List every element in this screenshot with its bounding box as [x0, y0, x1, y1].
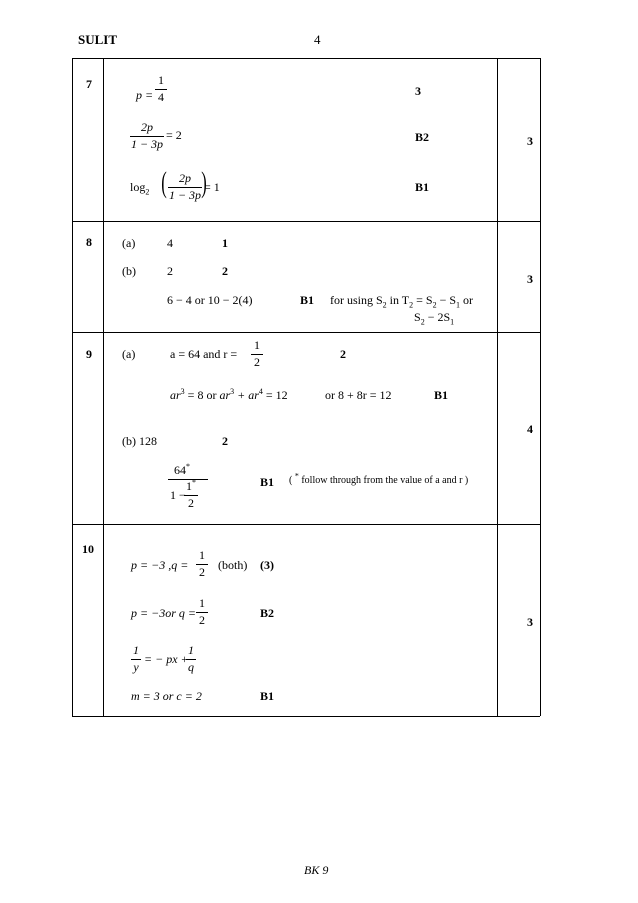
q9-a-label: (a) — [122, 347, 136, 361]
q10-line2-pre: p = −3or q = — [131, 606, 196, 620]
q8-note-line2 — [414, 310, 455, 327]
row-divider-7-8 — [72, 221, 540, 222]
subscript: 1 — [456, 300, 461, 310]
q10-line2-fraction — [196, 597, 208, 628]
note-text: in T — [386, 293, 410, 307]
note-text: or — [460, 293, 474, 307]
q8-working: 6 − 4 or 10 − 2(4) — [167, 293, 253, 307]
q9-total-marks: 4 — [527, 422, 533, 436]
q9-sum-inner-fraction — [184, 480, 198, 511]
superscript: 3 — [230, 387, 235, 396]
subscript: 2 — [432, 300, 437, 310]
q9-sum-mark: B1 — [260, 475, 275, 489]
note-text: S — [414, 310, 421, 324]
q9-working-alt: or 8 + 8r = 12 — [325, 388, 392, 402]
q8-a-label: (a) — [122, 236, 136, 250]
q9-a-fraction — [251, 339, 263, 370]
q10-line1-pre: p = −3 ,q = — [131, 558, 189, 572]
numerator: 1 — [199, 548, 205, 562]
note-text: follow through from the value of a and r ) — [298, 475, 469, 486]
numerator: 1 — [133, 643, 139, 657]
row-divider-8-9 — [72, 332, 540, 333]
q7-line1-lhs: p = — [136, 88, 154, 102]
number-column-divider — [103, 58, 104, 716]
denominator: 2 — [188, 495, 194, 510]
q8-working-mark: B1 — [300, 293, 315, 307]
superscript: 3 — [180, 387, 185, 396]
q10-line3-mid: = − px + — [144, 652, 189, 666]
q8-a-mark: 1 — [222, 236, 228, 250]
q8-total-marks: 3 — [527, 272, 533, 286]
note-text: for using S — [330, 293, 383, 307]
denominator: 1 − 3p — [130, 136, 164, 151]
note-text: − S — [436, 293, 457, 307]
numerator-text: 64 — [174, 463, 186, 477]
working-text: + ar — [234, 388, 259, 402]
table-left-border — [72, 58, 73, 716]
superscript: * — [192, 478, 196, 487]
superscript: 4 — [258, 387, 263, 396]
numerator: 1 — [188, 643, 194, 657]
q9-working-mark: B1 — [434, 388, 449, 402]
numerator: 2p — [179, 171, 191, 185]
working-text: ar — [219, 388, 231, 402]
q7-line3-log — [130, 180, 150, 197]
q7-line1-fraction — [155, 74, 167, 105]
q7-total-marks: 3 — [527, 134, 533, 148]
q9-b-label: (b) 128 — [122, 434, 157, 448]
q8-b-value: 2 — [167, 264, 173, 278]
page-number: 4 — [314, 32, 321, 47]
question-number: 8 — [86, 235, 92, 249]
denominator: 2 — [199, 612, 205, 627]
denominator: 2 — [199, 564, 205, 579]
numerator: 1 — [158, 73, 164, 87]
note-text: = S — [413, 293, 433, 307]
q8-a-value: 4 — [167, 236, 173, 250]
table-top-border — [72, 58, 540, 59]
denominator: 1 − 3p — [168, 187, 202, 202]
q8-note-line1 — [330, 293, 474, 310]
q7-line3-mark: B1 — [415, 180, 430, 194]
table-right-border — [540, 58, 541, 716]
question-number: 9 — [86, 347, 92, 361]
denominator: 4 — [158, 89, 164, 104]
q10-line4-mark: B1 — [260, 689, 275, 703]
subscript: 2 — [420, 317, 425, 327]
numerator — [184, 480, 198, 494]
q7-line2-fraction — [130, 121, 164, 152]
q10-line1-mark: (3) — [260, 558, 274, 572]
q9-working — [170, 389, 288, 401]
log-text: log — [130, 180, 146, 194]
note-text: ( — [289, 475, 295, 486]
working-text: = 12 — [262, 388, 288, 402]
q10-line3-fraction-1 — [131, 644, 141, 675]
q7-line1-mark: 3 — [415, 84, 421, 98]
q7-line3-rhs: = 1 — [204, 180, 220, 194]
subscript: 1 — [450, 317, 455, 327]
q10-line2-mark: B2 — [260, 606, 275, 620]
subscript: 2 — [409, 300, 414, 310]
numerator-text: 1 — [186, 479, 192, 493]
q10-total-marks: 3 — [527, 615, 533, 629]
q7-line3-fraction — [168, 172, 202, 203]
denominator: q — [188, 659, 194, 674]
q8-b-label: (b) — [122, 264, 136, 278]
numerator: 2p — [141, 120, 153, 134]
q10-line1-fraction — [196, 549, 208, 580]
q10-line4: m = 3 or c = 2 — [131, 689, 202, 703]
q10-line3-fraction-2 — [186, 644, 196, 675]
q7-line2-mark: B2 — [415, 130, 430, 144]
header-sulit: SULIT — [78, 32, 118, 47]
right-paren: ) — [201, 166, 207, 199]
table-bottom-border — [72, 716, 540, 717]
q8-b-mark: 2 — [222, 264, 228, 278]
q10-line1-both: (both) — [218, 558, 248, 572]
numerator: 1 — [199, 596, 205, 610]
q7-line2-rhs: = 2 — [166, 128, 182, 142]
question-number: 7 — [86, 77, 92, 91]
q9-sum-numerator — [174, 464, 190, 476]
note-text: − 2S — [424, 310, 451, 324]
q9-sum-den-pre: 1 − — [170, 488, 186, 502]
log-base: 2 — [145, 187, 150, 197]
working-text: = 8 or — [184, 388, 220, 402]
working-text: ar — [170, 388, 181, 402]
q9-sum-note — [289, 471, 469, 486]
superscript: * — [186, 462, 190, 471]
row-divider-9-10 — [72, 524, 540, 525]
denominator: y — [133, 659, 139, 674]
q9-a-mark: 2 — [340, 347, 346, 361]
superscript: * — [294, 471, 299, 481]
question-number: 10 — [82, 542, 94, 556]
footer-code: BK 9 — [304, 863, 329, 877]
q9-b-mark: 2 — [222, 434, 228, 448]
q9-a-text: a = 64 and r = — [170, 347, 238, 361]
marks-column-divider — [497, 58, 498, 716]
denominator: 2 — [254, 354, 260, 369]
numerator: 1 — [254, 338, 260, 352]
left-paren: ( — [161, 166, 167, 199]
subscript: 2 — [382, 300, 387, 310]
